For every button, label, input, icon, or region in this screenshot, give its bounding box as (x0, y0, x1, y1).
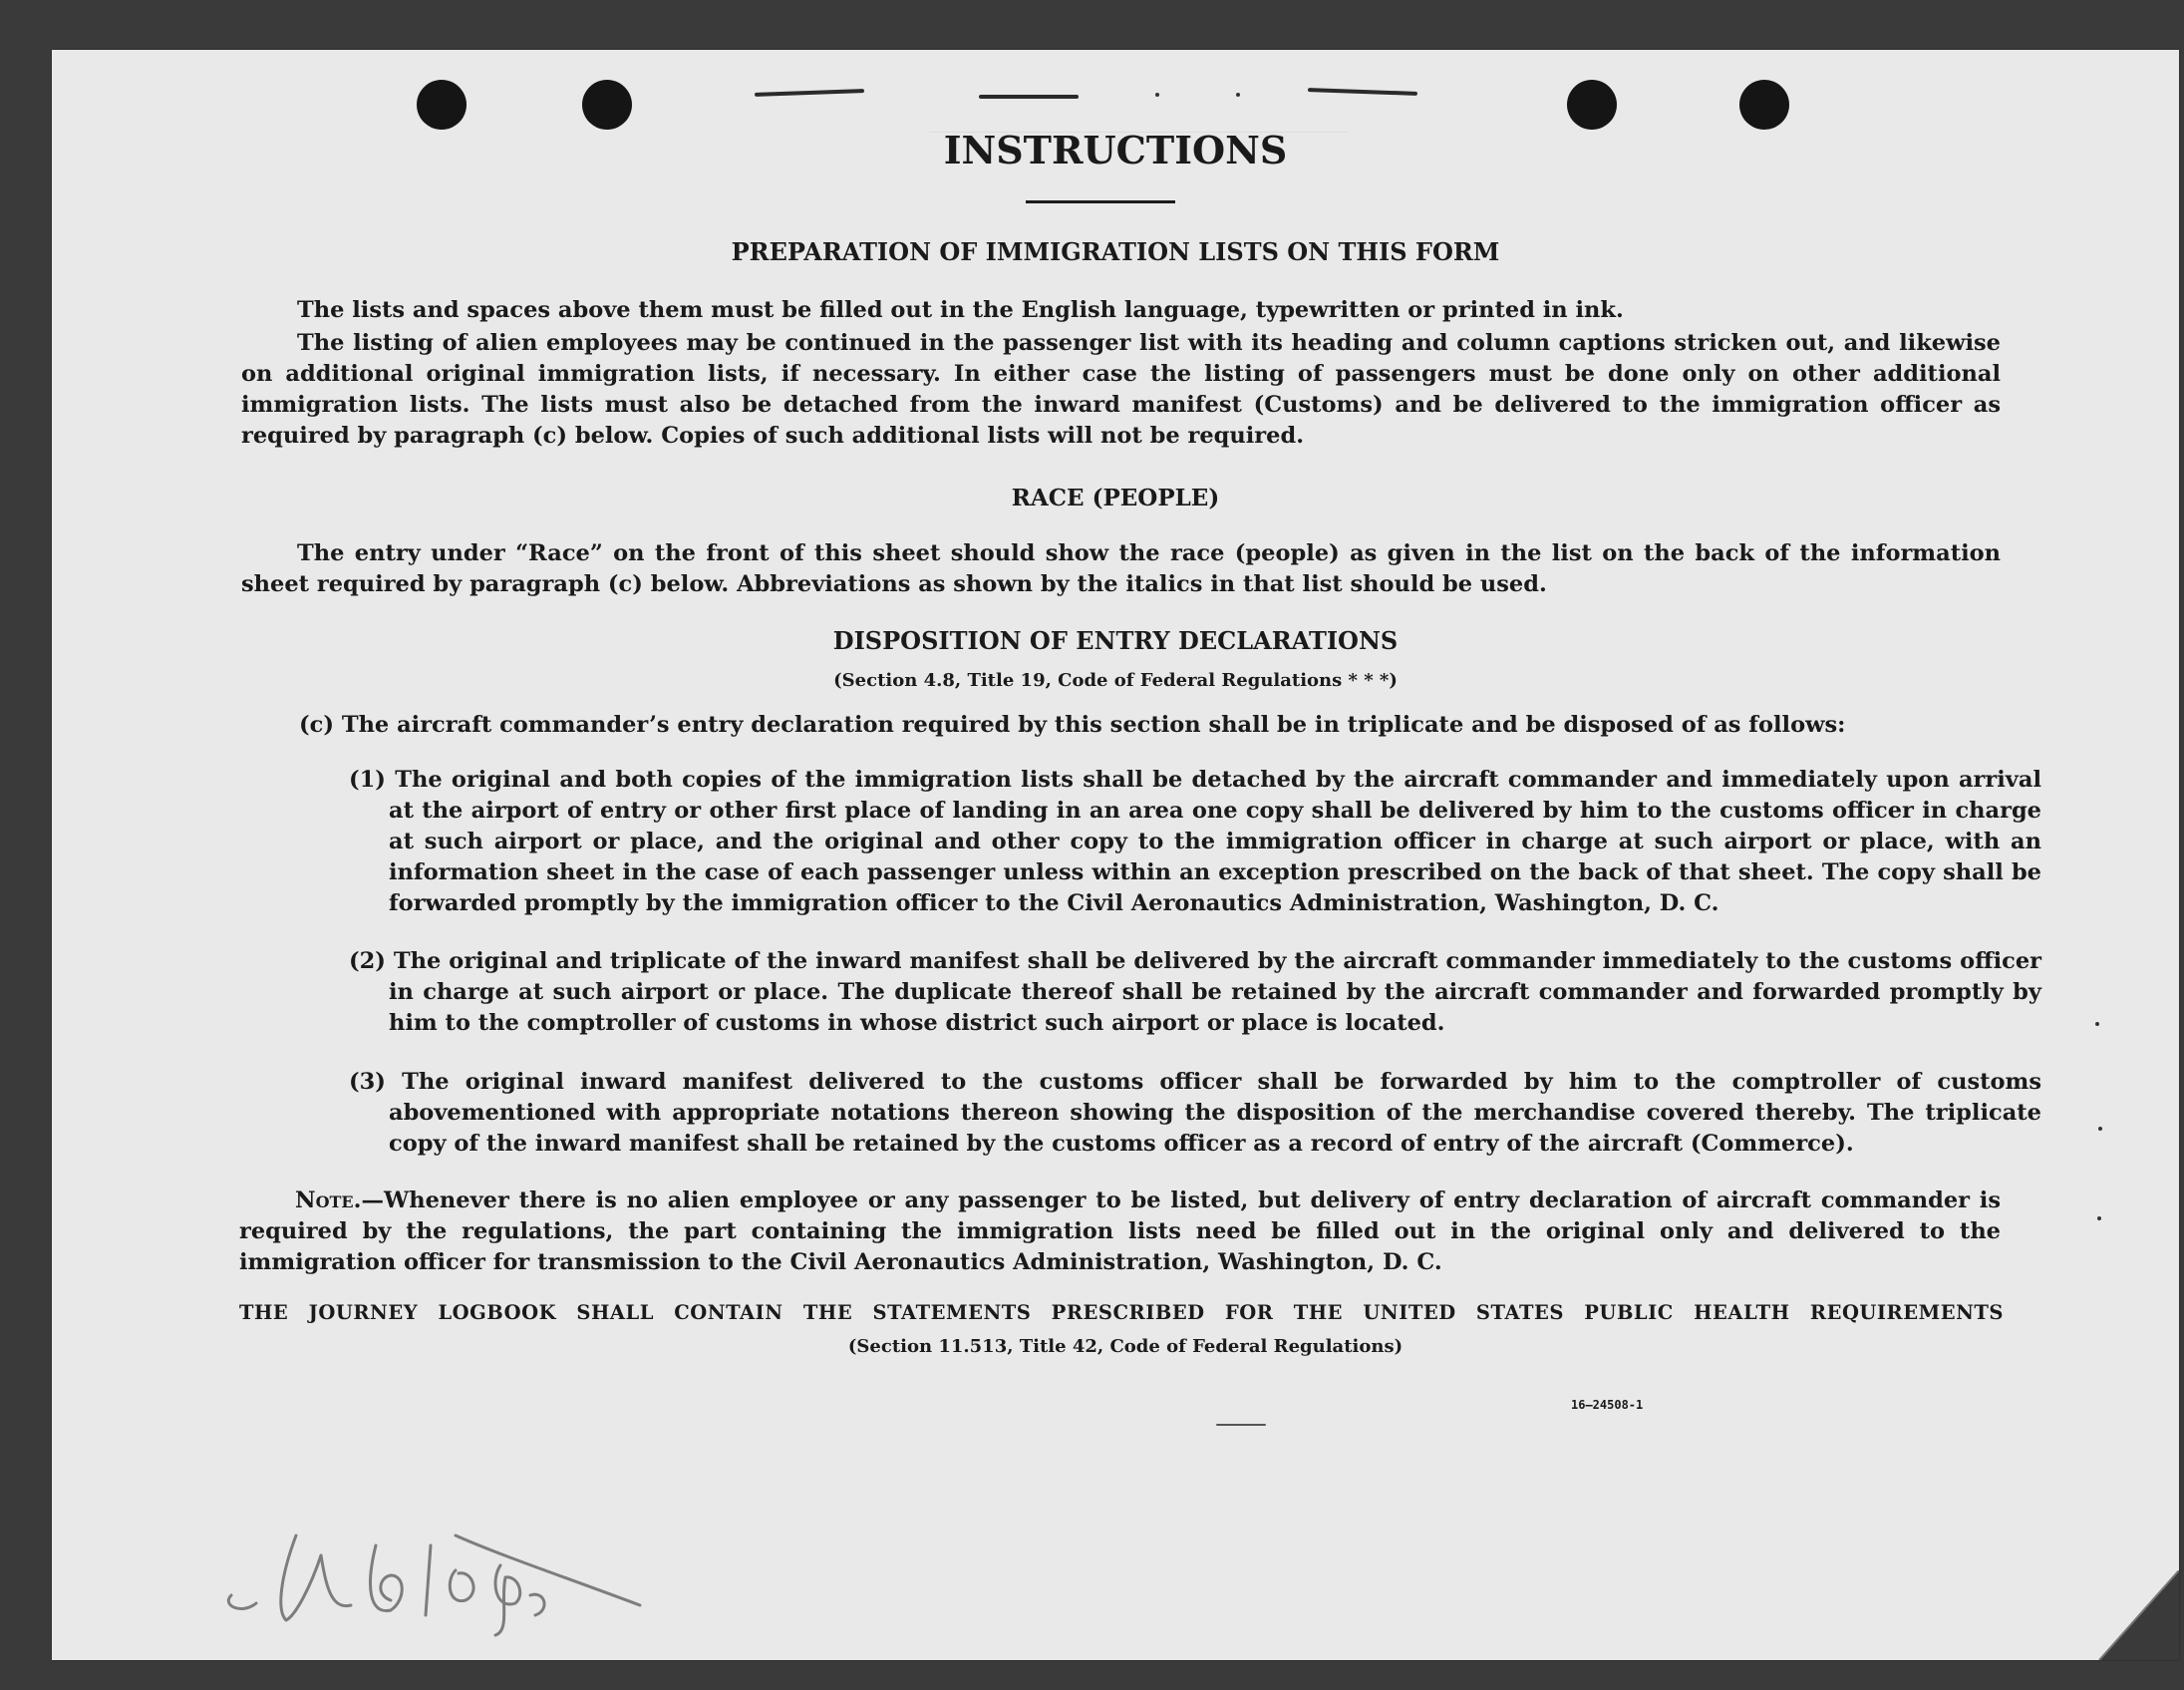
edge-speck-3 (2097, 1216, 2101, 1220)
top-speck-2 (1236, 93, 1240, 97)
folded-corner (2059, 1570, 2179, 1660)
punch-hole-1 (417, 80, 467, 130)
disposition-citation: (Section 4.8, Title 19, Code of Federal Regulations * * *) (833, 670, 1398, 691)
race-heading: RACE (PEOPLE) (1011, 485, 1220, 511)
page-title: INSTRUCTIONS (943, 128, 1288, 172)
edge-speck-1 (2095, 1022, 2099, 1026)
top-mark-1 (755, 89, 864, 97)
logbook-citation: (Section 11.513, Title 42, Code of Federal Regulations) (847, 1336, 1404, 1357)
form-number: 16—24508-1 (1571, 1398, 1644, 1412)
disposition-item-1: (1) The original and both copies of the immigration lists shall be detached by the aircraft commander and immediately upon arrival at the airport of entry or other first place of landing in an area one copy shall be delivered by him to the customs officer in charge at such airport or place, and the original and other copy to the immigration officer in charge at such airport or place, with an information sheet in the case of each passenger unless within an exception prescribed on the back of that sheet. The copy shall be forwarded promptly by the immigration officer to the Civil Aeronautics Administration, Washington, D. C. (349, 767, 2041, 916)
edge-speck-2 (2098, 1127, 2102, 1131)
disposition-heading: DISPOSITION OF ENTRY DECLARATIONS (832, 626, 1399, 655)
preparation-para-2: The listing of alien employees may be continued in the passenger list with its heading and column captions stricken out, and likewise on additional original immigration lists, if necessary. In either case the listing of passengers must be done only on other additional immigration lists. The lists must also be detached from the inward manifest (Customs) and be delivered to the immigration officer as required by paragraph (c) below. Copies of such additional lists will not be required. (241, 330, 2001, 449)
top-mark-3 (1308, 88, 1417, 96)
top-speck-1 (1155, 93, 1159, 97)
note-paragraph (239, 1185, 2001, 1278)
title-underline (1026, 200, 1175, 203)
note-label: Note. (295, 1187, 362, 1213)
document-page (52, 50, 2179, 1660)
punch-hole-3 (1567, 80, 1617, 130)
top-mark-2 (979, 95, 1079, 99)
bottom-mark (1216, 1424, 1266, 1426)
disposition-intro: (c) The aircraft commander’s entry declaration required by this section shall be in triplicate and be disposed of as follows: (299, 712, 1846, 738)
preparation-heading: PREPARATION OF IMMIGRATION LISTS ON THIS FORM (731, 237, 1500, 266)
disposition-item-3: (3) The original inward manifest delivered to the customs officer shall be forwarded by him to the comptroller of customs abovementioned with appropriate notations thereon showing the disposition of the merchandise covered thereby. The triplicate copy of the inward manifest shall be retained by the customs officer as a record of entry of the aircraft (Commerce). (349, 1069, 2041, 1157)
note-text: —Whenever there is no alien employee or any passenger to be listed, but delivery of entry declaration of aircraft commander is required by the regulations, the part containing the immigration lists need be filled out in the original only and delivered to the immigration officer for transmission to the Civil Aeronautics Administration, Washington, D. C. (239, 1187, 2001, 1275)
punch-hole-2 (582, 80, 632, 130)
logbook-statement: THE JOURNEY LOGBOOK SHALL CONTAIN THE STATEMENTS PRESCRIBED FOR THE UNITED STATES PUBLIC HEALTH REQUIREMENTS (239, 1301, 2004, 1324)
punch-hole-4 (1739, 80, 1789, 130)
disposition-item-2: (2) The original and triplicate of the inward manifest shall be delivered by the aircraft commander immediately to the customs officer in charge at such airport or place. The duplicate thereof shall be retained by the aircraft commander and forwarded promptly by him to the comptroller of customs in whose district such airport or place is located. (349, 948, 2041, 1036)
handwritten-signature (201, 1516, 660, 1645)
preparation-para-1: The lists and spaces above them must be filled out in the English language, typewritten or printed in ink. (297, 297, 1624, 323)
race-para: The entry under “Race” on the front of this sheet should show the race (people) as given in the list on the back of the information sheet required by paragraph (c) below. Abbreviations as shown by the italics in that list should be used. (241, 540, 2001, 597)
